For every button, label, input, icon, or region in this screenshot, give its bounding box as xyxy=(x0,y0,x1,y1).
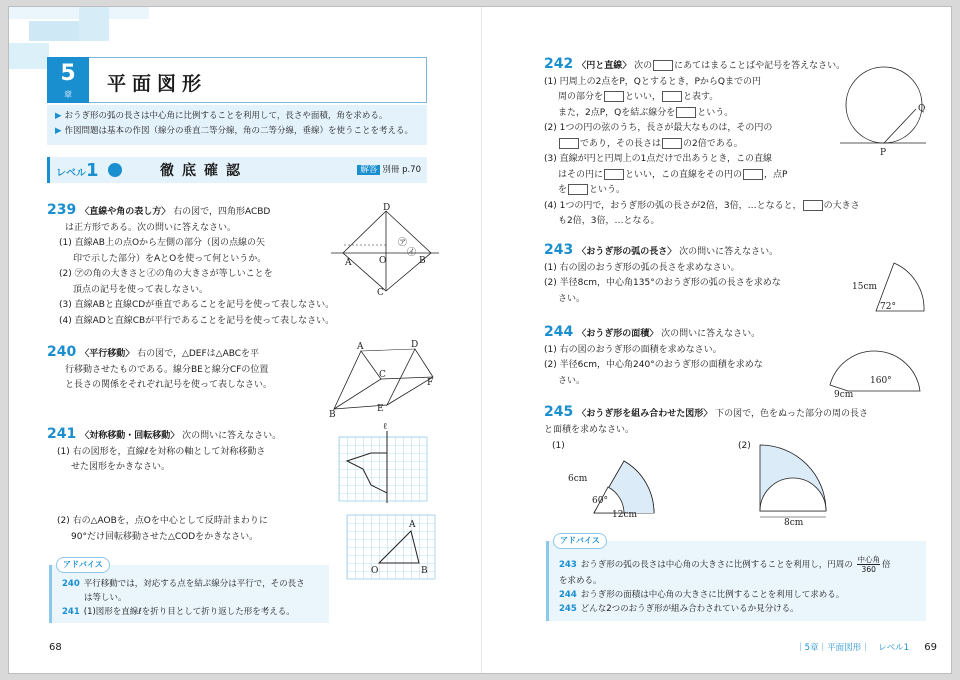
svg-text:ℓ: ℓ xyxy=(383,422,388,432)
question-244: 244 〈おうぎ形の面積〉 次の問いに答えなさい。 (1) 右の図のおうぎ形の面積を求めなさい。 (2) 半径6cm，中心角240°のおうぎ形の面積を求めな さい。 xyxy=(544,324,763,386)
advice-box-left: アドバイス 240 平行移動では，対応する点を結ぶ線分は平行で，その長さ は等しい。 241 (1)図形を直線ℓを折り目として折り返した形を考える。 xyxy=(49,565,329,623)
chapter-suffix: 章 xyxy=(64,90,72,99)
svg-text:B: B xyxy=(421,566,428,576)
svg-text:A: A xyxy=(409,520,416,530)
advice-tag: アドバイス xyxy=(553,533,607,549)
question-240: 240 〈平行移動〉 右の図で，△DEFは△ABCを平 行移動させたものである。線分BEと線分CFの位置 と長さの関係をそれぞれ記号を使って表しなさい。 xyxy=(47,344,273,390)
question-239-items: (1) 直線AB上の点Oから左側の部分（図の点線の矢 印で示した部分）をAとOを使って何というか。 (2) ㋐の角の大きさと㋑の角の大きさが等しいことを 頂点の記号を使って表しなさい。 (3) 直線ABと直線CDが垂直であることを記号を使って表しなさい。 (4) 直線ADと直線CBが平行であることを記号を使って表しなさい。 xyxy=(59,238,335,326)
combined-sector-figure-2 xyxy=(752,441,852,527)
svg-text:O: O xyxy=(379,256,387,266)
svg-text:B: B xyxy=(419,256,426,266)
question-245: 245 〈おうぎ形を組み合わせた図形〉 下の図で，色をぬった部分の周の長さ と面積を求めなさい。 xyxy=(544,404,868,435)
part-label-2: (2) xyxy=(738,441,751,451)
level-dot-icon xyxy=(108,163,122,177)
svg-text:C: C xyxy=(379,370,386,380)
question-241-part2: (2) 右の△AOBを，点Oを中心として反時計まわりに 90°だけ回転移動させた△CODをかきなさい。 xyxy=(57,516,268,542)
grid-figure-rotation xyxy=(347,515,437,581)
svg-text:72°: 72° xyxy=(880,302,896,312)
translation-diagram xyxy=(329,340,439,420)
chapter-header xyxy=(47,57,427,103)
triangle-bullet-icon: ▶ xyxy=(55,111,62,121)
question-242: 242 〈円と直線〉 次の にあてはまることばや記号を答えなさい。 (1) 円周上の2点をP，Qとするとき，PからQまでの円 周の部分を といい， と表す。 また，2点P，Qを結ぶ線分を という。 (2) 1つの円の弦のうち，長さが最大なものは，その円の であり，その長さは の2倍である。 (3) 直線が円と円周上の1点だけで出あうとき，この直線 はその円に といい，この直線をその円の ，点P を という。 (4) 1つの円で，おうぎ形の弧の長さが2倍，3倍，…となると， の大きさ も2倍，3倍，…となる。 xyxy=(544,56,860,226)
svg-text:B: B xyxy=(329,410,336,420)
chapter-goals xyxy=(47,105,427,145)
triangle-bullet-icon: ▶ xyxy=(55,126,62,136)
svg-text:P: P xyxy=(880,148,887,158)
book-spread xyxy=(8,6,952,674)
svg-text:F: F xyxy=(427,378,434,388)
grid-figure-reflection xyxy=(339,422,429,503)
footer-running-head: ｜5章｜平面図形｜ レベル1 xyxy=(796,643,909,653)
svg-text:C: C xyxy=(377,288,384,298)
svg-text:㋐: ㋐ xyxy=(398,238,408,248)
svg-text:15cm: 15cm xyxy=(852,282,878,292)
svg-text:O: O xyxy=(371,566,379,576)
svg-text:6cm: 6cm xyxy=(568,474,588,484)
question-number: 239 xyxy=(47,202,77,218)
part-label-1: (1) xyxy=(552,441,565,451)
svg-text:Q: Q xyxy=(918,104,926,114)
answer-reference: 解答 別冊 p.70 xyxy=(357,163,421,175)
advice-tag: アドバイス xyxy=(56,557,110,573)
combined-sector-figure-1 xyxy=(568,439,678,519)
level-header xyxy=(47,157,427,183)
svg-text:㋑: ㋑ xyxy=(407,248,417,258)
left-page xyxy=(9,7,481,673)
goal-item: ▶ おうぎ形の弧の長さは中心角に比例することを利用して，長さや面積，角を求める。 xyxy=(55,111,388,121)
svg-text:A: A xyxy=(357,342,364,352)
square-diagram xyxy=(331,203,441,298)
page-number-left: 68 xyxy=(49,642,62,653)
level-label: レベル1 xyxy=(56,160,99,181)
svg-text:9cm: 9cm xyxy=(834,390,854,400)
page-number-right: 69 xyxy=(924,642,937,653)
advice-box-right: アドバイス 243 おうぎ形の弧の長さは中心角の大きさに比例することを利用し，円周の 中心角 360 倍 を求める。 244 おうぎ形の面積は中心角の大きさに比例することを利用して求める。 245 どんな2つのおうぎ形が組み合わされているか見分ける。 xyxy=(546,541,926,621)
svg-text:12cm: 12cm xyxy=(612,510,638,520)
svg-text:8cm: 8cm xyxy=(784,518,804,528)
svg-text:D: D xyxy=(411,340,419,350)
chapter-title: 平面図形 xyxy=(107,73,208,95)
goal-item: ▶ 作図問題は基本の作図（線分の垂直二等分線，角の二等分線，垂線）を使うことを考える。 xyxy=(55,126,414,136)
right-page xyxy=(482,7,953,673)
question-243: 243 〈おうぎ形の弧の長さ〉 次の問いに答えなさい。 (1) 右の図のおうぎ形の弧の長さを求めなさい。 (2) 半径8cm，中心角135°のおうぎ形の弧の長さを求めな さい。 xyxy=(544,242,781,304)
sector-arc-diagram xyxy=(852,261,932,317)
svg-text:60°: 60° xyxy=(592,496,608,506)
chapter-number: 5 xyxy=(60,61,76,86)
svg-text:160°: 160° xyxy=(870,376,892,386)
svg-text:A: A xyxy=(345,258,352,268)
question-239: 239 〈直線や角の表し方〉 右の図で，四角形ACBD は正方形である。次の問いに答えなさい。 xyxy=(47,202,271,233)
circle-tangent-diagram xyxy=(840,65,930,158)
level-title: 徹底確認 xyxy=(160,163,248,179)
question-241: 241 〈対称移動・回転移動〉 次の問いに答えなさい。 (1) 右の図形を，直線ℓを対称の軸として対称移動さ せた図形をかきなさい。 xyxy=(47,426,282,472)
chapter-number-badge xyxy=(47,57,89,103)
sector-area-diagram xyxy=(828,353,928,400)
svg-text:E: E xyxy=(377,404,384,414)
svg-text:D: D xyxy=(383,203,391,213)
